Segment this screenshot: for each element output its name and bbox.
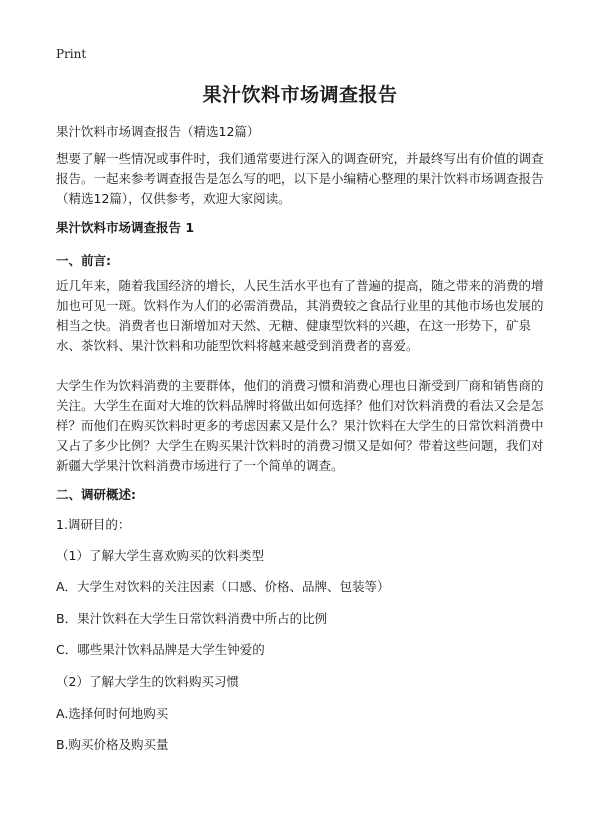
list-item: （2）了解大学生的饮料购买习惯 — [56, 674, 239, 689]
list-item: B．果汁饮料在大学生日常饮料消费中所占的比例 — [56, 611, 328, 626]
document-subtitle: 果汁饮料市场调查报告（精选12篇） — [56, 124, 260, 139]
list-item: （1）了解大学生喜欢购买的饮料类型 — [56, 548, 264, 563]
print-link[interactable]: Print — [56, 47, 87, 61]
preface-heading: 一、前言: — [56, 253, 111, 268]
section-heading: 果汁饮料市场调查报告 1 — [56, 220, 195, 235]
intro-paragraph: 想要了解一些情况或事件时，我们通常要进行深入的调查研究，并最终写出有价值的调查报告。一起来参考调查报告是怎么写的吧，以下是小编精心整理的果汁饮料市场调查报告（精选12篇），仅供参考，欢迎大家阅读。 — [56, 151, 544, 206]
overview-heading: 二、调研概述: — [56, 487, 136, 502]
preface-paragraph-2: 大学生作为饮料消费的主要群体，他们的消费习惯和消费心理也日渐受到厂商和销售商的关注。大学生在面对大堆的饮料品牌时将做出如何选择？他们对饮料消费的看法又会是怎样？而他们在购买饮料时更多的考虑因素又是什么？果汁饮料在大学生的日常饮料消费中又占了多少比例？大学生在购买果汁饮料时的消费习惯又是如何？带着这些问题，我们对新疆大学果汁饮料消费市场进行了一个简单的调查。 — [56, 378, 544, 473]
page-title: 果汁饮料市场调查报告 — [202, 84, 398, 106]
preface-paragraph-1: 近几年来，随着我国经济的增长，人民生活水平也有了普遍的提高，随之带来的消费的增加也可见一斑。饮料作为人们的必需消费品，其消费较之食品行业里的其他市场也发展的相当之快。消费者也日渐增加对天然、无糖、健康型饮料的兴趣，在这一形势下，矿泉水、茶饮料、果汁饮料和功能型饮料将越来越受到消费者的喜爱。 — [56, 278, 544, 353]
list-item: B.购买价格及购买量 — [56, 737, 169, 752]
list-item: C．哪些果汁饮料品牌是大学生钟爱的 — [56, 642, 265, 657]
list-item: A.选择何时何地购买 — [56, 706, 169, 721]
purpose-label: 1.调研目的： — [56, 517, 131, 532]
list-item: A．大学生对饮料的关注因素（口感、价格、品牌、包装等） — [56, 579, 390, 594]
